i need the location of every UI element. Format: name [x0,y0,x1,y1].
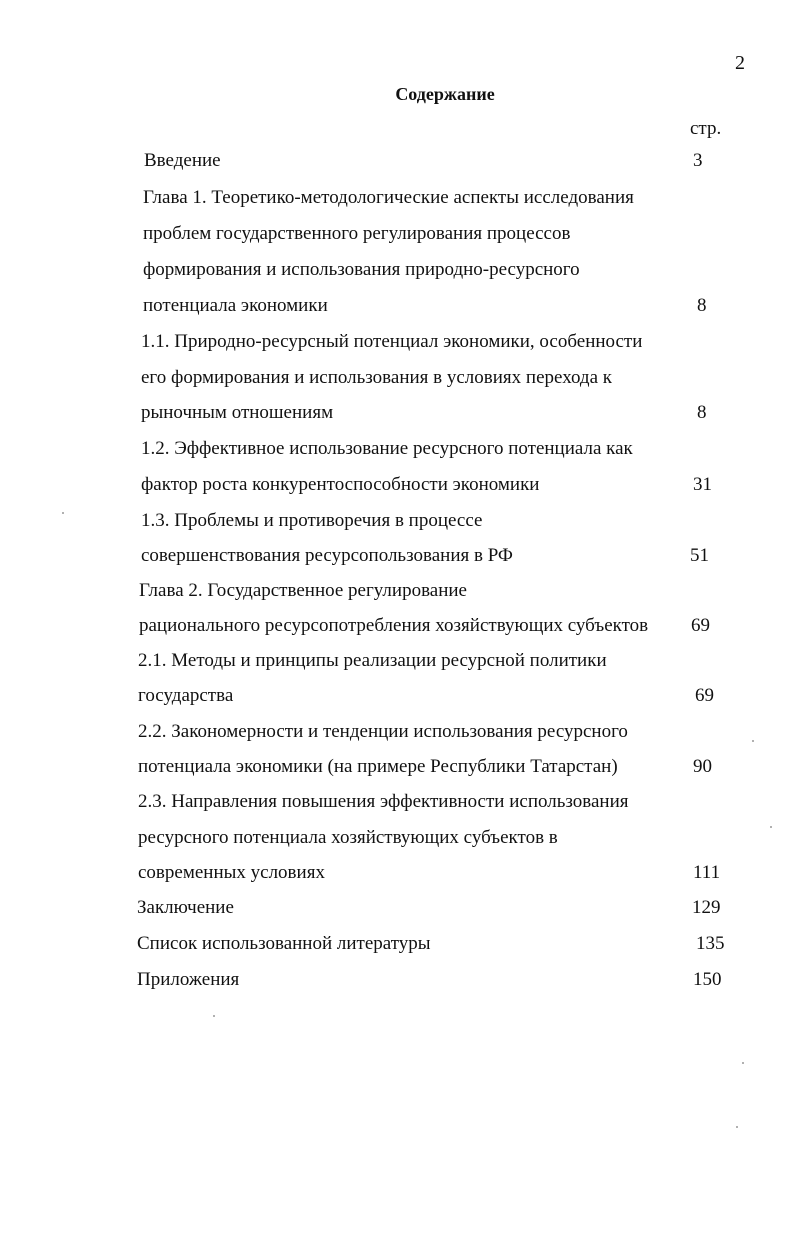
scan-speck [62,512,64,514]
toc-entry-line: фактор роста конкурентоспособности экономики [141,474,540,495]
scan-speck [742,1062,744,1064]
page-number: 2 [735,52,745,74]
toc-entry-line: 2.2. Закономерности и тенденции использования ресурсного [138,721,628,742]
toc-entry-line: рационального ресурсопотребления хозяйствующих субъектов [139,615,649,636]
toc-entry-line: 1.1. Природно-ресурсный потенциал экономики, особенности [141,331,643,352]
toc-entry-line: ресурсного потенциала хозяйствующих субъектов в [138,827,558,848]
toc-entry-line: Заключение [137,897,234,918]
toc-entry-line: его формирования и использования в условиях перехода к [141,367,613,388]
page-title: Содержание [395,84,495,104]
toc-entry-line: 2.1. Методы и принципы реализации ресурсной политики [138,650,607,671]
toc-entry-line: потенциала экономики [143,295,328,316]
toc-entry-line: Приложения [137,969,240,990]
toc-entry-line: потенциала экономики (на примере Республики Татарстан) [138,756,618,777]
toc-entry-page: 69 [691,615,710,636]
toc-entry-page: 90 [693,756,712,777]
toc-entry-line: государства [138,685,234,706]
toc-entry-page: 31 [693,474,712,495]
toc-entry-page: 135 [696,933,725,954]
toc-entry-line: рыночным отношениям [141,402,334,423]
toc-entry-line: Введение [144,150,221,171]
toc-entry-line: 2.3. Направления повышения эффективности использования [138,791,629,812]
toc-entry-line: формирования и использования природно-ресурсного [143,259,580,280]
toc-entry-line: Глава 1. Теоретико-методологические аспекты исследования [143,187,634,208]
toc-entry-page: 3 [693,150,703,171]
scan-speck [213,1015,215,1017]
toc-entry-line: Глава 2. Государственное регулирование [139,580,467,601]
toc-entry-page: 129 [692,897,721,918]
toc-entry-line: Список использованной литературы [137,933,431,954]
scan-speck [770,826,772,828]
scan-speck [736,1126,738,1128]
toc-entry-page: 8 [697,402,707,423]
toc-entry-page: 150 [693,969,722,990]
scan-speck [752,740,754,742]
toc-entry-page: 51 [690,545,709,566]
toc-entry-page: 69 [695,685,714,706]
toc-entry-line: проблем государственного регулирования процессов [143,223,571,244]
toc-entry-line: совершенствования ресурсопользования в РФ [141,545,513,566]
toc-entry-line: 1.3. Проблемы и противоречия в процессе [141,510,483,531]
toc-entry-line: 1.2. Эффективное использование ресурсного потенциала как [141,438,633,459]
toc-entry-page: 111 [693,862,721,883]
toc-entry-line: современных условиях [138,862,325,883]
page-column-header: стр. [690,118,722,139]
toc-entry-page: 8 [697,295,707,316]
